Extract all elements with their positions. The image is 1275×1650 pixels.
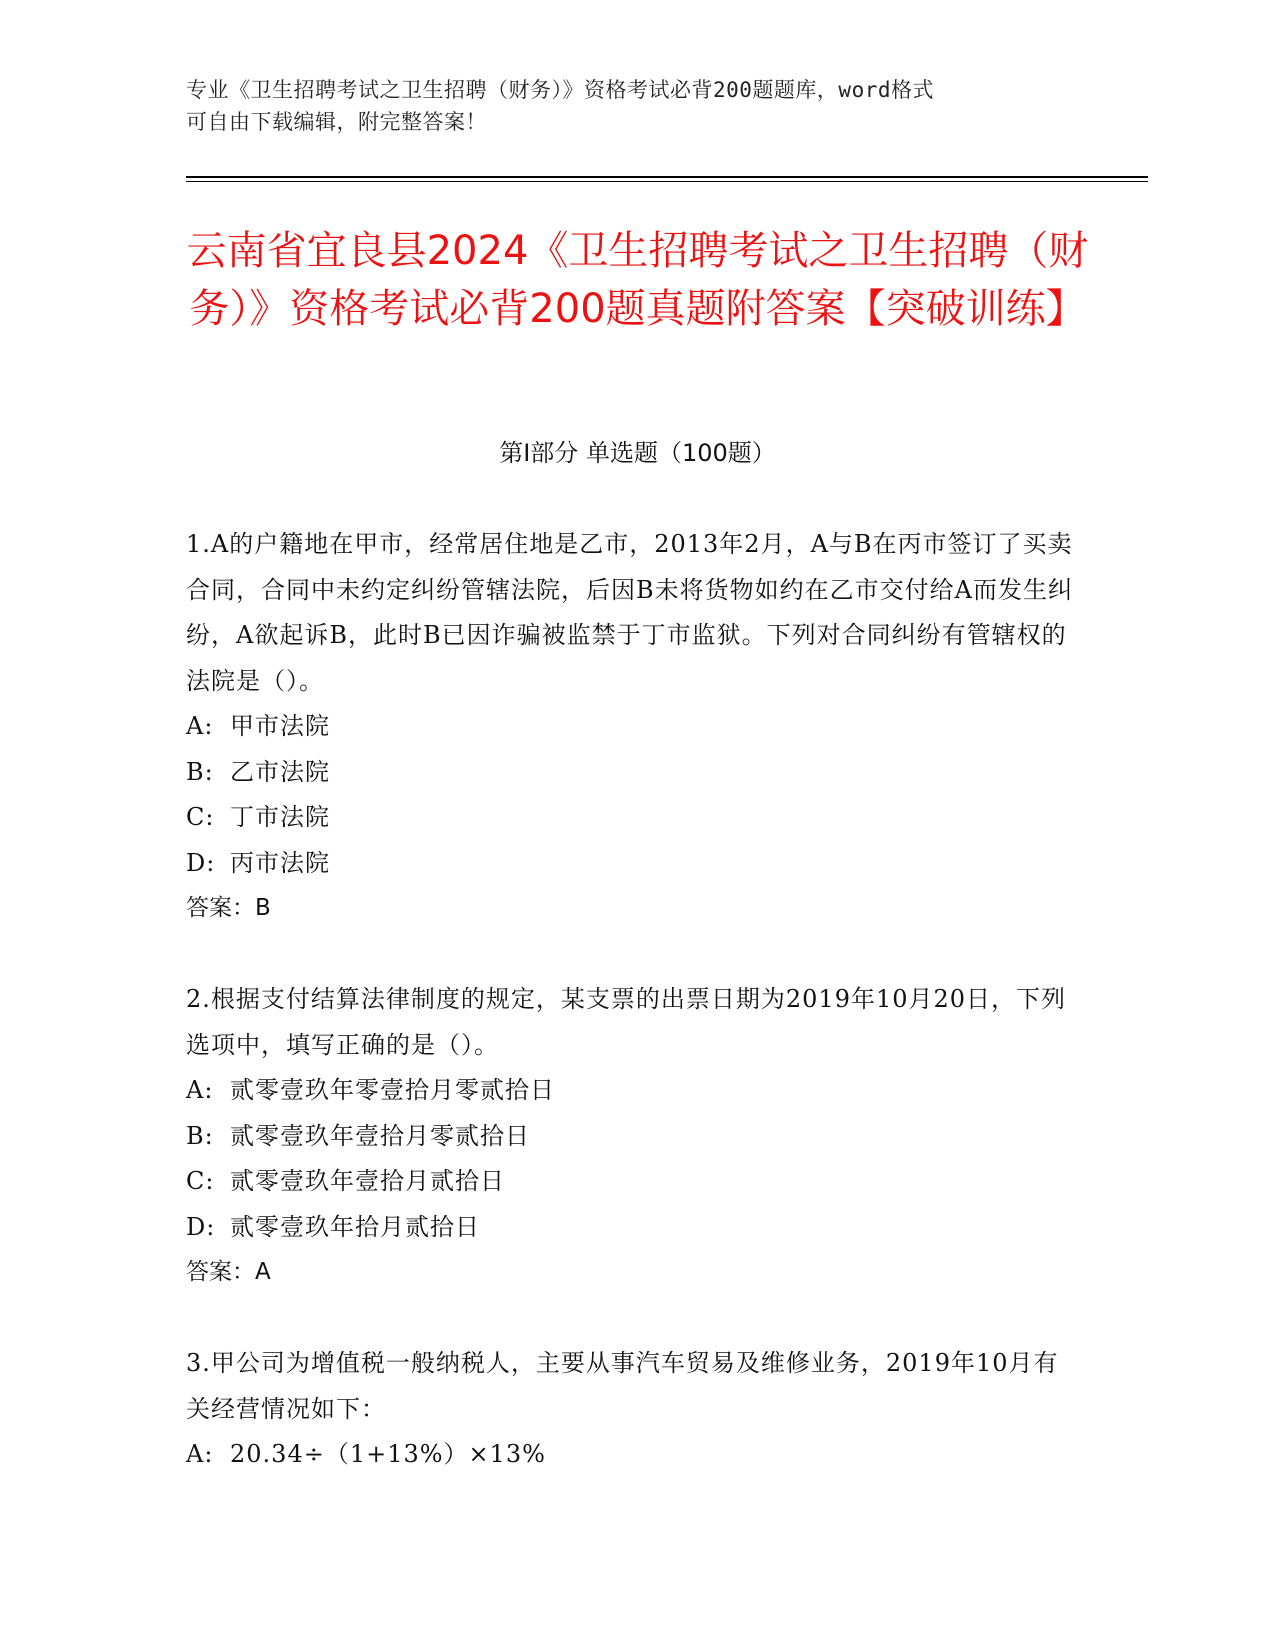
option-c <box>186 1159 1076 1205</box>
option-letter: D: <box>186 1212 216 1241</box>
question-stem: 2.根据支付结算法律制度的规定，某支票的出票日期为2019年10月20日，下列选项中，填写正确的是（）。 <box>186 985 1067 1059</box>
option-text: 贰零壹玖年壹拾月零贰拾日 <box>230 1121 530 1150</box>
question-3 <box>186 1341 1076 1478</box>
header-rule-thick <box>186 176 1148 178</box>
option-text: 贰零壹玖年零壹拾月零贰拾日 <box>230 1076 555 1104</box>
question-stem: 1.A的户籍地在甲市，经常居住地是乙市，2013年2月，A与B在丙市签订了买卖合同，合同中未约定纠纷管辖法院，后因B未将货物如约在乙市交付给A而发生纠纷，A欲起诉B，此时B已因诈骗被监禁于丁市监狱。下列对合同纠纷有管辖权的法院是（）。 <box>186 530 1073 695</box>
option-letter: A: <box>186 1440 214 1468</box>
option-d <box>186 841 1076 887</box>
option-text: 20.34÷（1+13%）×13% <box>230 1440 546 1468</box>
question-list <box>186 522 1076 1523</box>
header-rule-thin <box>186 181 1148 182</box>
option-text: 丙市法院 <box>230 848 330 877</box>
header-note-line-2: 可自由下载编辑，附完整答案！ <box>186 110 487 134</box>
option-letter: D: <box>186 848 216 877</box>
question-2 <box>186 977 1076 1296</box>
option-letter: C: <box>186 803 215 831</box>
option-letter: B: <box>186 1121 214 1150</box>
option-text: 贰零壹玖年壹拾月贰拾日 <box>230 1167 505 1195</box>
header-note-line-1: 专业《卫生招聘考试之卫生招聘（财务）》资格考试必背200题题库，word格式 <box>186 78 934 102</box>
answer-line: 答案：B <box>186 895 271 921</box>
answer-line: 答案：A <box>186 1259 271 1285</box>
header-note <box>186 74 1066 138</box>
option-b <box>186 750 1076 796</box>
option-text: 甲市法院 <box>230 712 330 740</box>
option-text: 丁市法院 <box>230 803 330 831</box>
option-d <box>186 1205 1076 1251</box>
option-a <box>186 1432 1076 1478</box>
section-heading: 第Ⅰ部分 单选题（100题） <box>499 439 776 467</box>
option-b <box>186 1114 1076 1160</box>
document-title: 云南省宜良县2024《卫生招聘考试之卫生招聘（财务）》资格考试必背200题真题附答案【突破训练】 <box>186 228 1089 332</box>
option-letter: B: <box>186 757 214 786</box>
option-text: 贰零壹玖年拾月贰拾日 <box>230 1212 480 1241</box>
option-a <box>186 1068 1076 1114</box>
question-1 <box>186 522 1076 932</box>
option-letter: A: <box>186 1076 214 1104</box>
option-c <box>186 795 1076 841</box>
option-a <box>186 704 1076 750</box>
question-stem: 3.甲公司为增值税一般纳税人，主要从事汽车贸易及维修业务，2019年10月有关经营情况如下： <box>186 1349 1059 1423</box>
option-text: 乙市法院 <box>230 757 330 786</box>
option-letter: A: <box>186 712 214 740</box>
option-letter: C: <box>186 1167 215 1195</box>
